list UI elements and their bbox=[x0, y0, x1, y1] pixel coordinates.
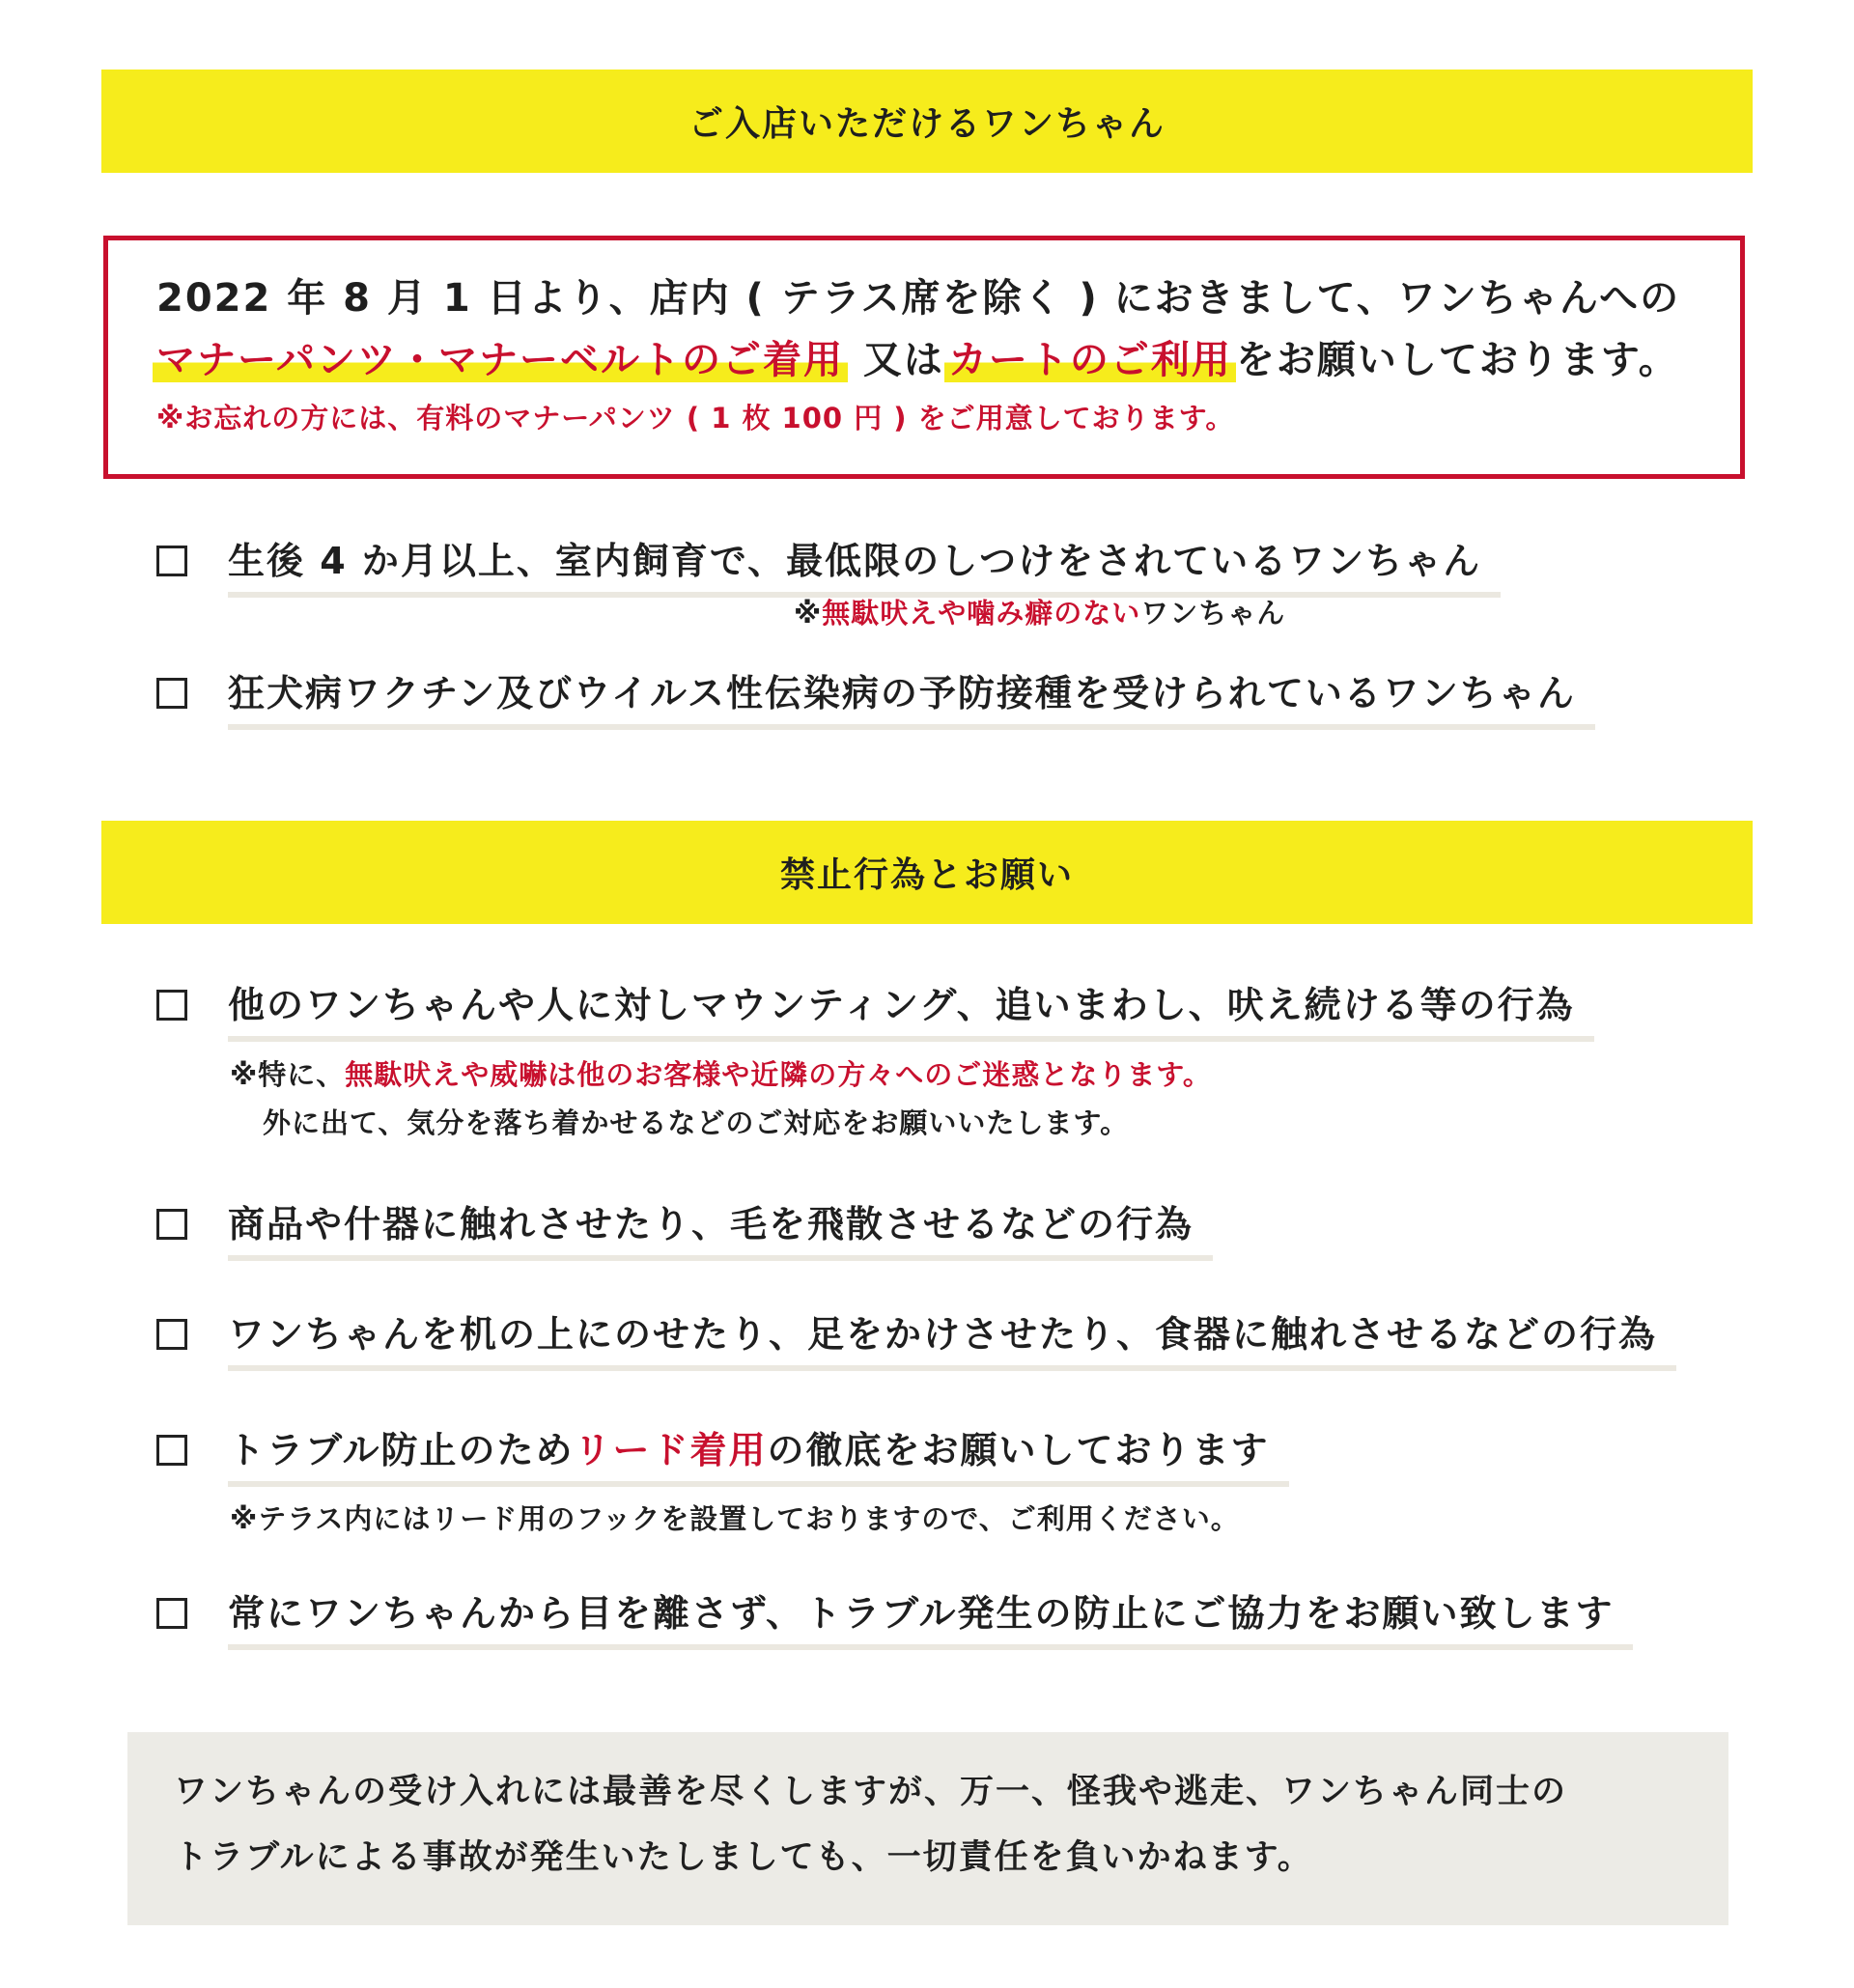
manner-notice-box bbox=[103, 236, 1745, 479]
checklist-item-text: 狂犬病ワクチン及びウイルス性伝染病の予防接種を受けられているワンちゃん bbox=[228, 666, 1595, 730]
disclaimer-line-1: ワンちゃんの受け入れには最善を尽くしますが、万一、怪我や逃走、ワンちゃん同士の bbox=[174, 1773, 1568, 1811]
disclaimer-box bbox=[127, 1732, 1728, 1925]
checklist-item-text: 生後 4 か月以上、室内飼育で、最低限のしつけをされているワンちゃん bbox=[228, 534, 1501, 598]
notice-line-3: ※お忘れの方には、有料のマナーパンツ ( 1 枚 100 円 ) をご用意しております。 bbox=[156, 402, 1235, 434]
note-prefix: ※特に、 bbox=[230, 1058, 346, 1091]
checklist-item-text: ワンちゃんを机の上にのせたり、足をかけさせたり、食器に触れさせるなどの行為 bbox=[228, 1307, 1676, 1371]
section-title-text: ご入店いただけるワンちゃん bbox=[688, 104, 1166, 144]
checklist-item-text: 商品や什器に触れさせたり、毛を飛散させるなどの行為 bbox=[228, 1197, 1213, 1261]
note-highlight: 無駄吠えや威嚇は他のお客様や近隣の方々へのご迷惑となります。 bbox=[345, 1058, 1212, 1091]
notice-or: 又は bbox=[848, 338, 944, 382]
section-title-prohibited bbox=[101, 821, 1753, 924]
checkbox[interactable] bbox=[156, 678, 187, 709]
checklist-item bbox=[156, 666, 1595, 730]
checklist-item bbox=[156, 1423, 1289, 1487]
checkbox[interactable] bbox=[156, 1319, 187, 1350]
checkbox[interactable] bbox=[156, 1598, 187, 1629]
checklist-item-text: 他のワンちゃんや人に対しマウンティング、追いまわし、吠え続ける等の行為 bbox=[228, 978, 1594, 1042]
notice-highlight-cart: カートのご利用 bbox=[944, 338, 1236, 382]
checklist-item-note bbox=[230, 1050, 1212, 1099]
checklist-item-note-line-2: 外に出て、気分を落ち着かせるなどのご対応をお願いいたします。 bbox=[263, 1106, 1130, 1139]
checklist-item-note bbox=[794, 589, 1285, 637]
text-pre: トラブル防止のため bbox=[228, 1429, 575, 1471]
text-highlight-lead: リード着用 bbox=[574, 1429, 768, 1471]
notice-line-1: 2022 年 8 月 1 日より、店内 ( テラス席を除く ) におきまして、ワンちゃんへの bbox=[156, 276, 1681, 321]
note-prefix: ※ bbox=[794, 597, 823, 630]
text-post: の徹底をお願いしております bbox=[767, 1429, 1270, 1471]
checkbox[interactable] bbox=[156, 1209, 187, 1240]
note-highlight: 無駄吠えや噛み癖のない bbox=[822, 597, 1141, 630]
checklist-item bbox=[156, 1307, 1676, 1371]
checklist-item bbox=[156, 1586, 1633, 1650]
note-tail: ワンちゃん bbox=[1140, 597, 1286, 630]
checkbox[interactable] bbox=[156, 546, 187, 576]
disclaimer-line-2: トラブルによる事故が発生いたしましても、一切責任を負いかねます。 bbox=[174, 1838, 1313, 1877]
checklist-item-text: 常にワンちゃんから目を離さず、トラブル発生の防止にご協力をお願い致します bbox=[228, 1586, 1633, 1650]
section-title-allowed-dogs bbox=[101, 70, 1753, 173]
section-title-text: 禁止行為とお願い bbox=[779, 855, 1074, 895]
checkbox[interactable] bbox=[156, 990, 187, 1021]
notice-line-2 bbox=[156, 329, 1740, 391]
checklist-item-note: ※テラス内にはリード用のフックを設置しておりますので、ご利用ください。 bbox=[230, 1502, 1240, 1535]
notice-highlight-manner-pants: マナーパンツ・マナーベルトのご着用 bbox=[153, 338, 848, 382]
notice-line-2-tail: をお願いしております。 bbox=[1235, 338, 1679, 382]
checklist-item bbox=[156, 978, 1594, 1042]
checkbox[interactable] bbox=[156, 1435, 187, 1466]
checklist-item bbox=[156, 1197, 1213, 1261]
checklist-item-text bbox=[228, 1423, 1289, 1487]
